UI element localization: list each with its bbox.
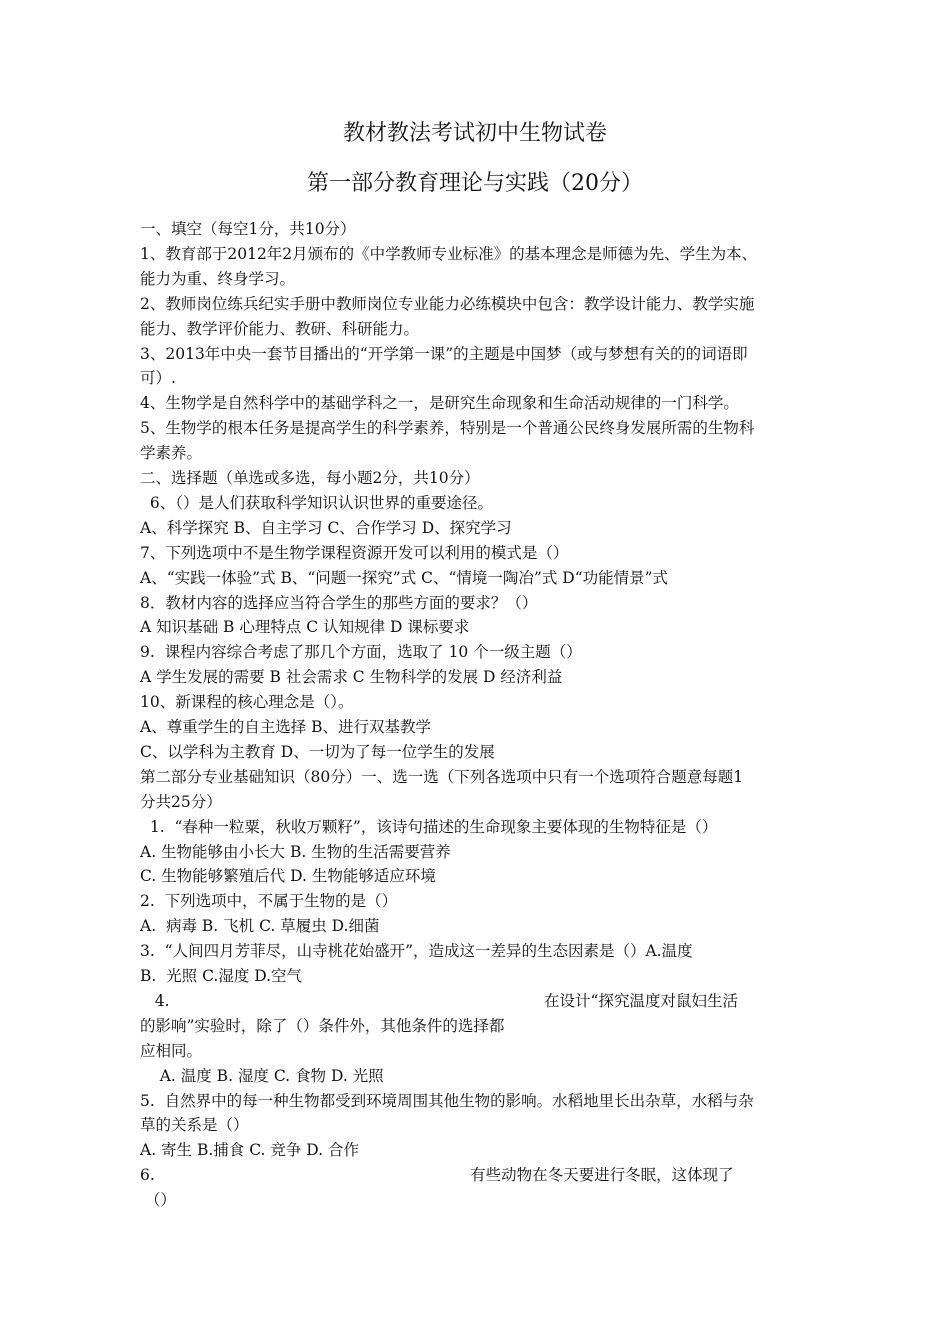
text-line: 5. 自然界中的每一种生物都受到环境周围其他生物的影响。水稻地里长出杂草，水稻与杂 bbox=[140, 1091, 754, 1110]
text-line: 6、（）是人们获取科学知识认识世界的重要途径。 bbox=[140, 493, 493, 512]
text-line: 6. 有些动物在冬天要进行冬眠，这体现了 bbox=[140, 1166, 734, 1185]
text-line: A、尊重学生的自主选择 B、进行双基教学 bbox=[140, 718, 432, 736]
text-line: 10、新课程的核心理念是（）。 bbox=[140, 693, 354, 712]
text-line: A. 温度 B. 湿度 C. 食物 D. 光照 bbox=[140, 1066, 384, 1085]
text-line: 3. “人间四月芳菲尽，山寺桃花始盛开”，造成这一差异的生态因素是（）A.温度 bbox=[140, 942, 693, 961]
text-line: 1、教育部于2012年2月颁布的《中学教师专业标准》的基本理念是师德为先、学生为本、 bbox=[140, 244, 758, 263]
page-title: 教材教法考试初中生物试卷 bbox=[342, 121, 607, 146]
text-line: 3、2013年中央一套节目播出的“开学第一课”的主题是中国梦（或与梦想有关的的词语即 bbox=[140, 344, 748, 363]
text-line: A. 病毒 B. 飞机 C. 草履虫 D.细菌 bbox=[140, 917, 380, 936]
text-line: C、以学科为主教育 D、一切为了每一位学生的发展 bbox=[140, 742, 495, 761]
text-line: 应相同。 bbox=[140, 1041, 203, 1060]
text-line: 5、生物学的根本任务是提高学生的科学素养，特别是一个普通公民终身发展所需的生物科 bbox=[140, 419, 755, 438]
text-line: 学素养。 bbox=[140, 444, 203, 463]
text-line: A 学生发展的需要 B 社会需求 C 生物科学的发展 D 经济利益 bbox=[140, 668, 563, 687]
text-line: 8．教材内容的选择应当符合学生的那些方面的要求？（） bbox=[140, 593, 538, 612]
text-line: 分共25分） bbox=[140, 792, 222, 811]
text-line: 1. “春种一粒粟，秋收万颗籽”，该诗句描述的生命现象主要体现的生物特征是（） bbox=[140, 817, 718, 836]
text-line: 能力为重、终身学习。 bbox=[140, 269, 296, 288]
text-line: 草的关系是（） bbox=[140, 1116, 249, 1135]
text-line: 2、教师岗位练兵纪实手册中教师岗位专业能力必练模块中包含：教学设计能力、教学实施 bbox=[140, 294, 755, 313]
text-line: 可）. bbox=[140, 369, 176, 388]
text-line: 二、选择题（单选或多选，每小题2分，共10分） bbox=[140, 469, 480, 487]
text-line: 7、下列选项中不是生物学课程资源开发可以利用的模式是（） bbox=[140, 543, 569, 562]
text-line: 第二部分专业基础知识（80分）一、选一选（下列各选项中只有一个选项符合题意每题1 bbox=[140, 767, 744, 786]
text-line: A、科学探究 B、自主学习 C、合作学习 D、探究学习 bbox=[140, 518, 512, 537]
text-line: A. 寄生 B.捕食 C. 竞争 D. 合作 bbox=[140, 1141, 360, 1160]
text-line: 能力、教学评价能力、教研、科研能力。 bbox=[140, 319, 420, 338]
text-line: A. 生物能够由小长大 B. 生物的生活需要营养 bbox=[140, 842, 451, 861]
text-line: 4. 在设计“探究温度对鼠妇生活 bbox=[140, 991, 738, 1010]
text-line: 一、填空（每空1分，共10分） bbox=[140, 220, 356, 238]
text-line: 的影响”实验时，除了（）条件外，其他条件的选择都 bbox=[140, 1016, 505, 1035]
text-line: B. 光照 C.湿度 D.空气 bbox=[140, 967, 303, 985]
text-line: A、“实践一体验”式 B、“问题一探究”式 C、“情境一陶冶”式 D“功能情景”式 bbox=[140, 568, 669, 587]
text-line: A 知识基础 B 心理特点 C 认知规律 D 课标要求 bbox=[140, 618, 470, 637]
text-line: 2. 下列选项中，不属于生物的是（） bbox=[140, 892, 398, 911]
text-line: 9. 课程内容综合考虑了那几个方面，选取了 10 个一级主题（） bbox=[140, 643, 582, 662]
text-line: （） bbox=[140, 1191, 176, 1210]
text-line: 4、生物学是自然科学中的基础学科之一，是研究生命现象和生命活动规律的一门科学。 bbox=[140, 394, 739, 413]
text-line: C. 生物能够繁殖后代 D. 生物能够适应环境 bbox=[140, 867, 436, 886]
section-heading: 第一部分教育理论与实践（20分） bbox=[307, 171, 643, 196]
